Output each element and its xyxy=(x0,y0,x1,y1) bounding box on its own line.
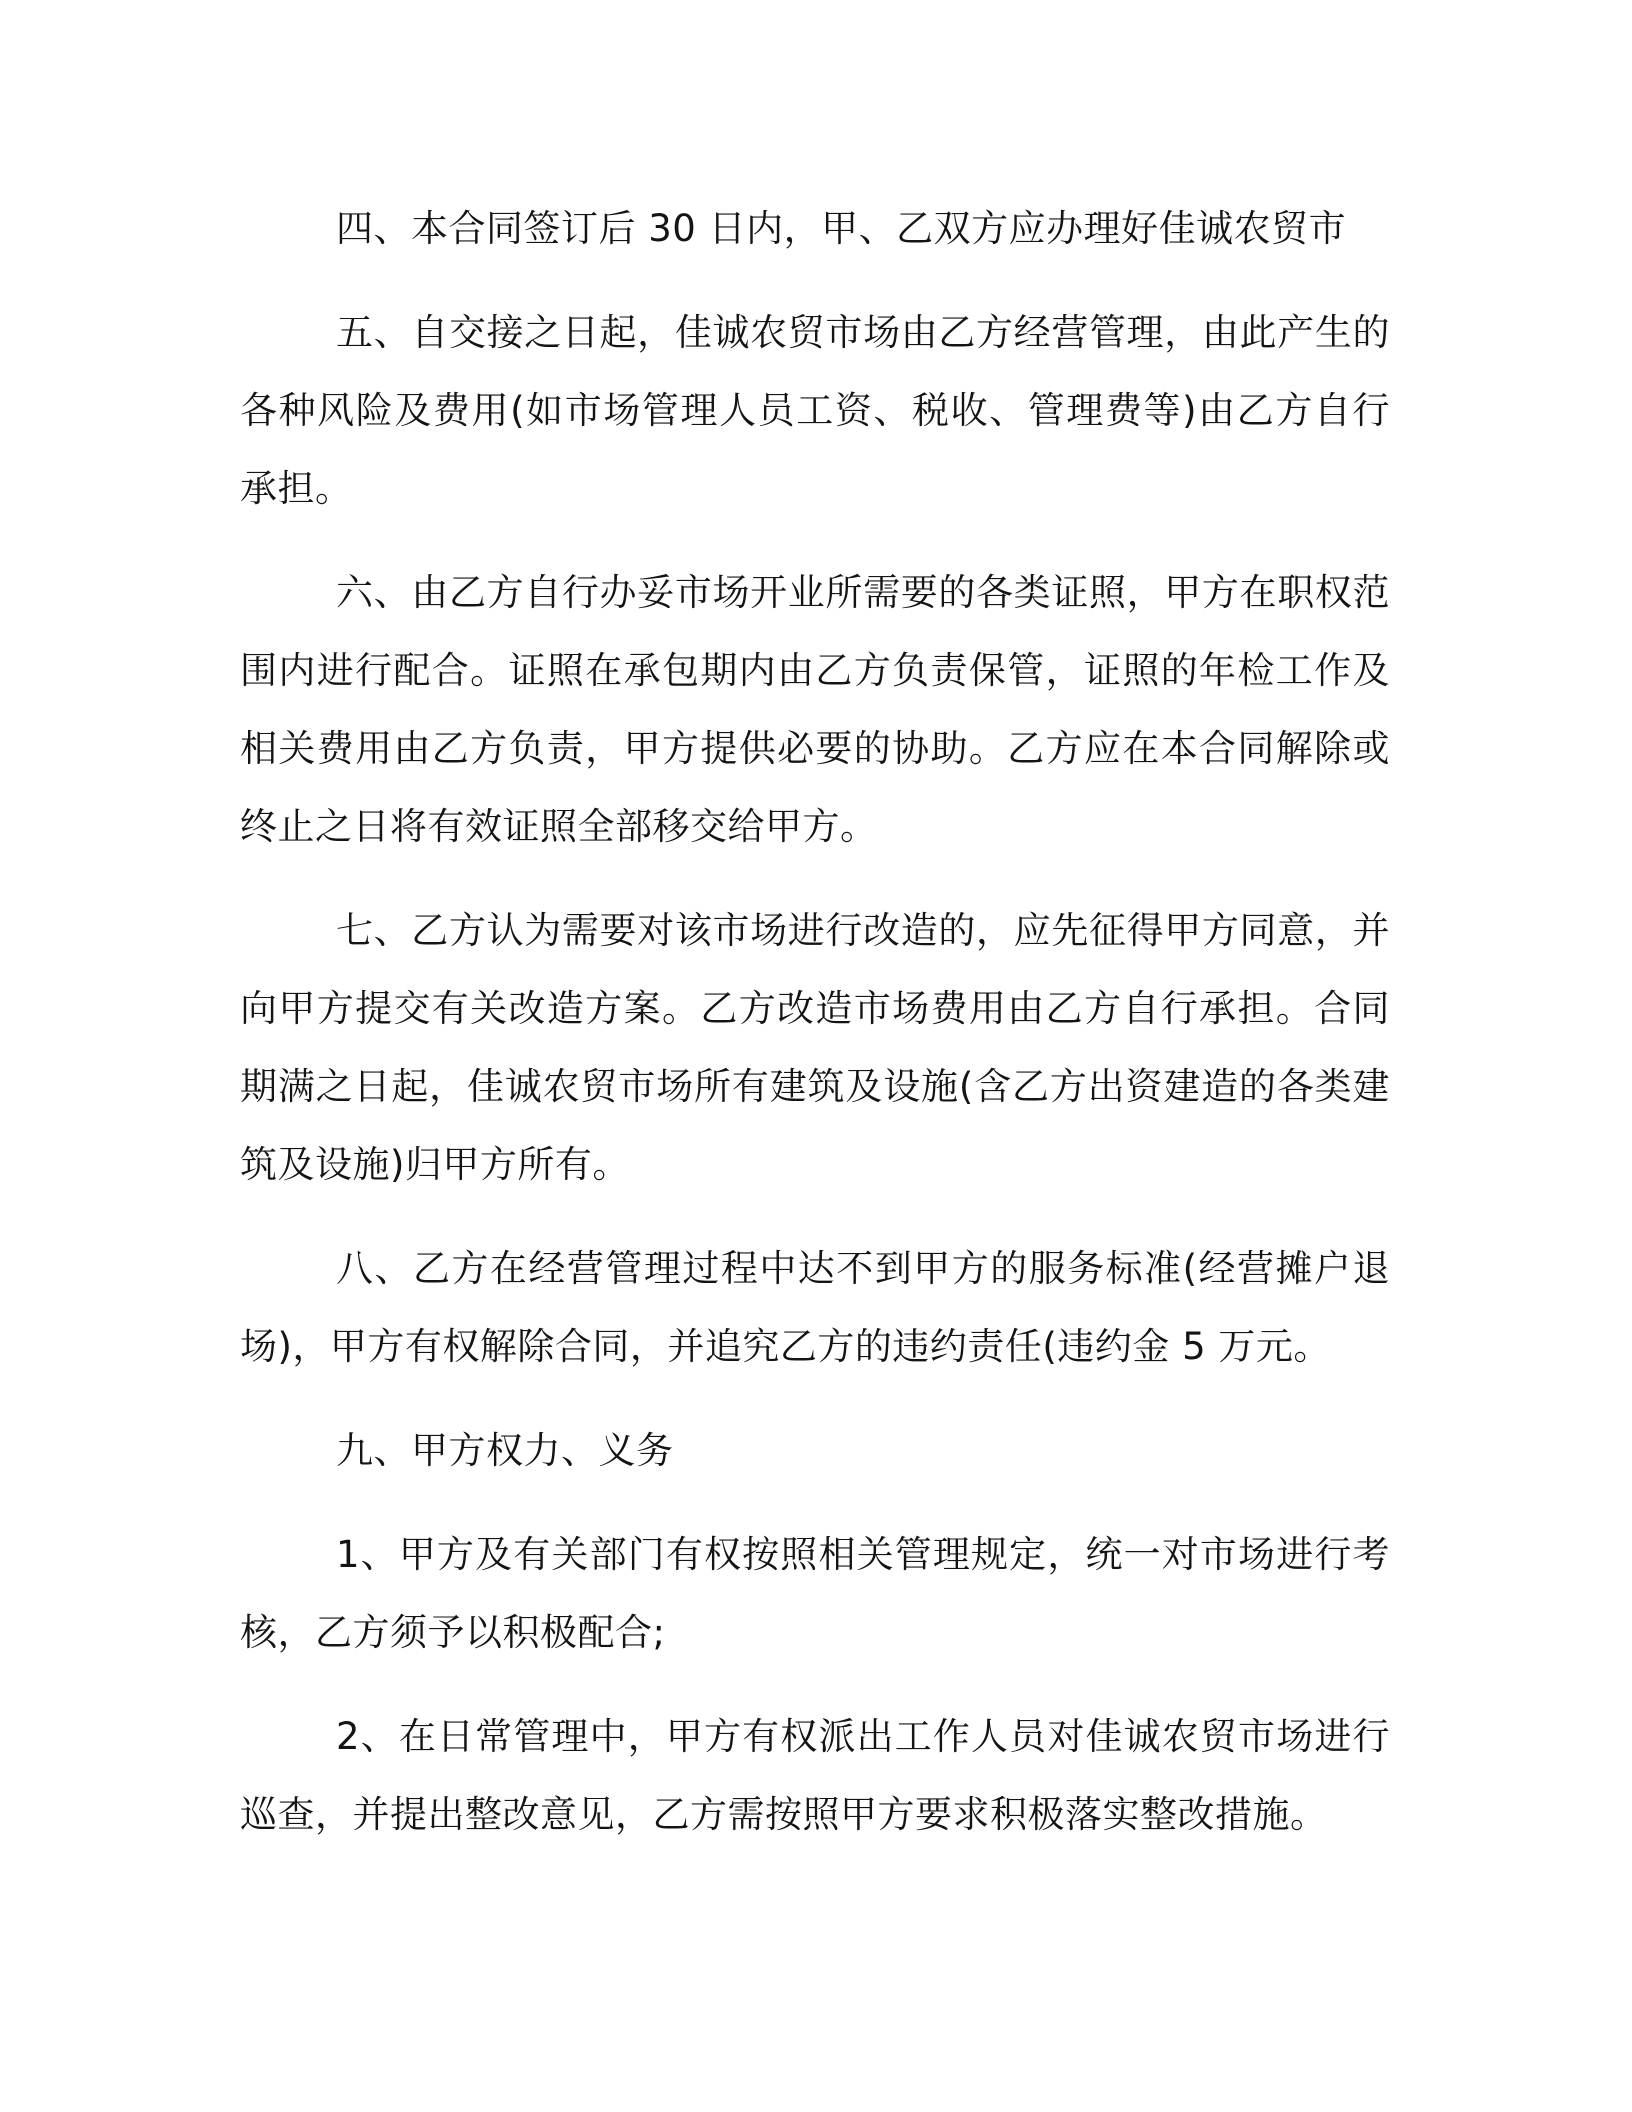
paragraph-clause-6: 六、由乙方自行办妥市场开业所需要的各类证照，甲方在职权范围内进行配合。证照在承包期内由乙方负责保管，证照的年检工作及相关费用由乙方负责，甲方提供必要的协助。乙方应在本合同解除或终止之日将有效证照全部移交给甲方。 xyxy=(240,571,1390,848)
paragraph-clause-9-item-2: 2、在日常管理中，甲方有权派出工作人员对佳诚农贸市场进行巡查，并提出整改意见，乙方需按照甲方要求积极落实整改措施。 xyxy=(240,1715,1390,1836)
paragraph-clause-9-heading: 九、甲方权力、义务 xyxy=(336,1429,674,1472)
paragraph-clause-9-item-1: 1、甲方及有关部门有权按照相关管理规定，统一对市场进行考核，乙方须予以积极配合; xyxy=(240,1533,1390,1654)
document-body xyxy=(240,190,1390,1880)
paragraph-clause-5: 五、自交接之日起，佳诚农贸市场由乙方经营管理，由此产生的各种风险及费用(如市场管理人员工资、税收、管理费等)由乙方自行承担。 xyxy=(240,311,1390,510)
paragraph-clause-7: 七、乙方认为需要对该市场进行改造的，应先征得甲方同意，并向甲方提交有关改造方案。乙方改造市场费用由乙方自行承担。合同期满之日起，佳诚农贸市场所有建筑及设施(含乙方出资建造的各类建筑及设施)归甲方所有。 xyxy=(240,909,1390,1186)
paragraph-clause-4: 四、本合同签订后 30 日内，甲、乙双方应办理好佳诚农贸市 xyxy=(336,207,1347,250)
paragraph-clause-8: 八、乙方在经营管理过程中达不到甲方的服务标准(经营摊户退场)，甲方有权解除合同，并追究乙方的违约责任(违约金 5 万元。 xyxy=(240,1247,1390,1368)
